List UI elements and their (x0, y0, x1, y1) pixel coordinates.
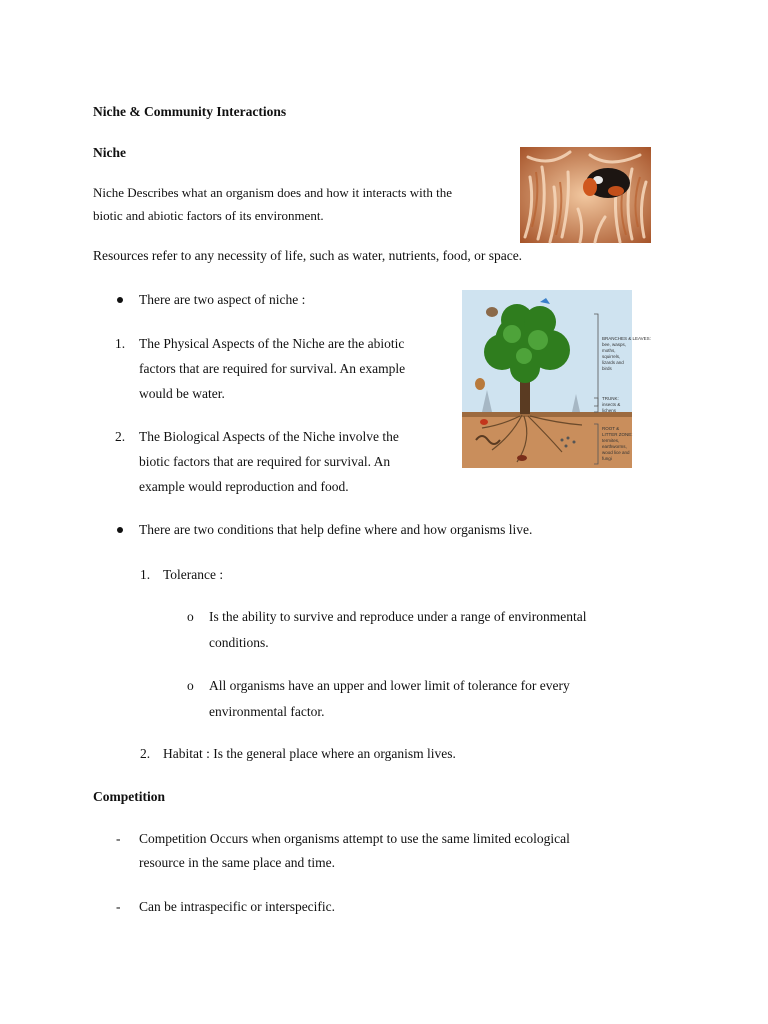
list-number: 1. (115, 336, 126, 351)
diagram-label-branches: BRANCHES & LEAVES: (602, 336, 651, 341)
bullet-icon (117, 297, 123, 303)
tolerance-limits-line-1: All organisms have an upper and lower limit of tolerance for every (209, 678, 570, 693)
diagram-label-trunk-1: insects & (602, 402, 621, 407)
diagram-label-litter: LITTER ZONE: (602, 432, 633, 437)
diagram-label-trunk: TRUNK: (602, 396, 619, 401)
biological-aspects-line-2: biotic factors that are required for survival. An (139, 454, 391, 469)
document-title: Niche & Community Interactions (93, 104, 287, 119)
physical-aspects-line-2: factors that are required for survival. An example (139, 361, 406, 376)
section-heading-competition: Competition (93, 789, 165, 804)
competition-definition-line-2: resource in the same place and time. (139, 855, 336, 870)
niche-description-line-2: biotic and abiotic factors of its environment. (93, 208, 324, 223)
diagram-label-root-4: fungi (602, 456, 612, 461)
sub-bullet-marker: o (187, 609, 194, 624)
biological-aspects-line-3: example would reproduction and food. (139, 479, 349, 494)
tolerance-definition-line-2: conditions. (209, 635, 269, 650)
diagram-label-root-1: termites, (602, 438, 620, 443)
diagram-label-branches-2: moths, (602, 348, 616, 353)
anemone-fish-photo (520, 147, 651, 243)
diagram-label-root: ROOT & (602, 426, 620, 431)
niche-description-line-1: Niche Describes what an organism does and how it interacts with the (93, 185, 452, 200)
diagram-label-branches-1: bee, wasps, (602, 342, 627, 347)
tolerance-definition-line-1: Is the ability to survive and reproduce under a range of environmental (209, 609, 587, 624)
diagram-label-branches-3: squirrels, (602, 354, 621, 359)
diagram-label-branches-4: lizards and (602, 360, 624, 365)
bullet-aspects-of-niche: There are two aspect of niche : (139, 292, 306, 307)
section-heading-niche: Niche (93, 145, 126, 160)
list-number: 2. (115, 429, 126, 444)
diagram-label-root-2: earthworms, (602, 444, 627, 449)
tolerance-label: Tolerance : (163, 567, 224, 582)
list-number: 2. (140, 746, 151, 761)
competition-types: Can be intraspecific or interspecific. (139, 899, 336, 914)
diagram-label-branches-5: birds (602, 366, 612, 371)
bullet-icon (117, 527, 123, 533)
habitat-definition: Habitat : Is the general place where an organism lives. (163, 746, 456, 761)
sub-bullet-marker: o (187, 678, 194, 693)
dash-marker: - (116, 899, 121, 914)
tolerance-limits-line-2: environmental factor. (209, 704, 325, 719)
diagram-label-trunk-2: lichens (602, 408, 617, 413)
list-number: 1. (140, 567, 151, 582)
tree-habitat-diagram (462, 290, 651, 468)
physical-aspects-line-1: The Physical Aspects of the Niche are the abiotic (139, 336, 405, 351)
diagram-label-root-3: wood lice and (602, 450, 630, 455)
competition-definition-line-1: Competition Occurs when organisms attempt to use the same limited ecological (139, 831, 570, 846)
bullet-conditions: There are two conditions that help define where and how organisms live. (139, 522, 533, 537)
biological-aspects-line-1: The Biological Aspects of the Niche involve the (139, 429, 399, 444)
physical-aspects-line-3: would be water. (139, 386, 225, 401)
dash-marker: - (116, 831, 121, 846)
resources-paragraph: Resources refer to any necessity of life, such as water, nutrients, food, or space. (93, 248, 523, 263)
